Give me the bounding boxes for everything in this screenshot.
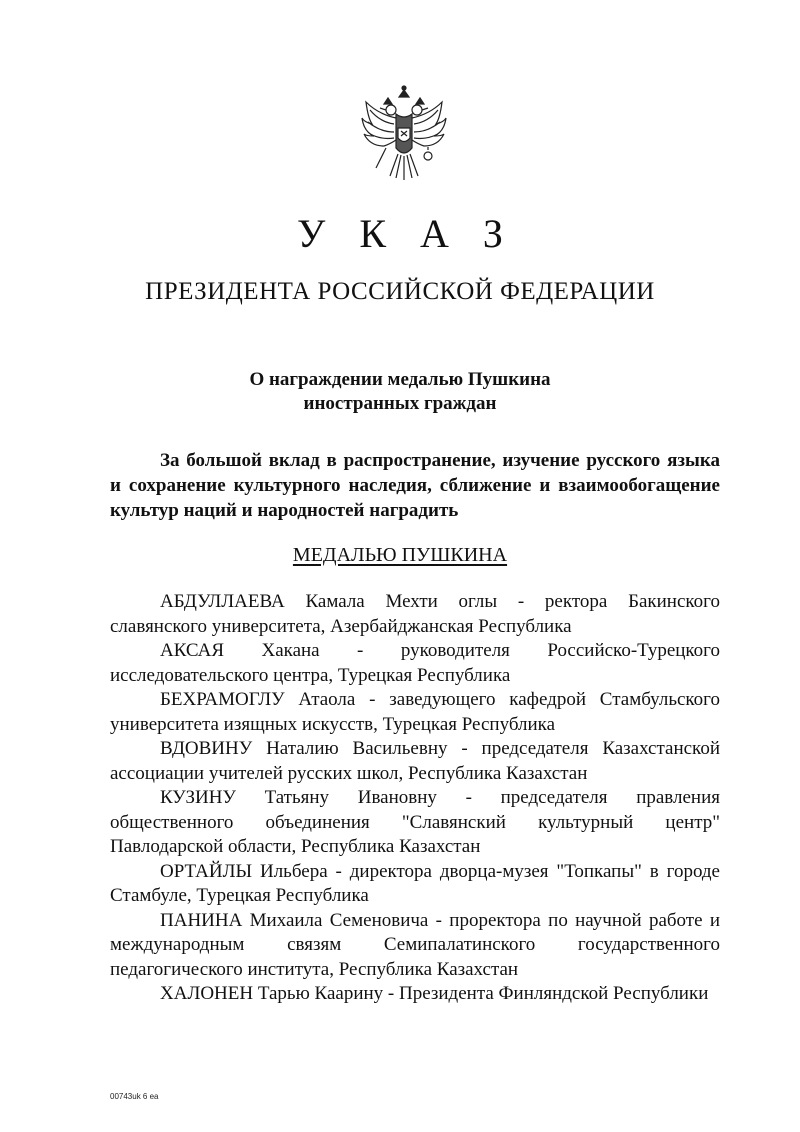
document-code: 00743uk 6 ea (110, 1092, 159, 1101)
awardee-surname: ХАЛОНЕН (160, 983, 254, 1004)
issuer-heading: ПРЕЗИДЕНТА РОССИЙСКОЙ ФЕДЕРАЦИИ (145, 278, 655, 305)
awardee-details: Хакана - руководителя Российско-Турецкого исследовательского центра, Турецкая Республика (110, 640, 720, 686)
awardee-item (110, 909, 720, 983)
document-title: У К А З (297, 211, 515, 256)
awardee-details: Ильбера - директора дворца-музея "Топкапы" в городе Стамбуле, Турецкая Республика (110, 860, 720, 906)
awardee-item (110, 737, 720, 786)
awardee-details: Михаила Семеновича - проректора по научной работе и международным связям Семипалатинского государственного педагогического института, Республика Казахстан (110, 909, 721, 980)
awardee-surname: КУЗИНУ (160, 787, 236, 808)
subject-line-2: иностранных граждан (303, 393, 497, 414)
awardee-item (110, 688, 720, 737)
awardee-surname: АБДУЛЛАЕВА (160, 591, 285, 612)
awardee-item (110, 786, 720, 860)
subject-line-1: О награждении медалью Пушкина (249, 369, 551, 390)
awardee-surname: ПАНИНА (160, 909, 243, 931)
russian-coat-of-arms-icon (358, 84, 450, 188)
award-heading (0, 542, 800, 568)
awardee-surname: БЕХРАМОГЛУ (160, 689, 285, 710)
awardee-surname: ОРТАЙЛЫ (160, 860, 253, 882)
award-heading-text: МЕДАЛЬЮ ПУШКИНА (292, 544, 508, 566)
awardee-details: Камала Мехти оглы - ректора Бакинского славянского университета, Азербайджанская Республика (110, 591, 720, 637)
awardee-list (110, 590, 720, 1007)
awardee-item (110, 590, 720, 639)
awardee-item (110, 639, 720, 688)
awardee-item (110, 860, 720, 909)
awardee-item (110, 982, 720, 1007)
awardee-details: Тарью Каарину - Президента Финляндской Республики (257, 983, 709, 1004)
decree-preamble: За большой вклад в распространение, изучение русского языка и сохранение культурного наследия, сближение и взаимообогащение культур наций и народностей наградить (110, 450, 720, 521)
awardee-details: Наталию Васильевну - председателя Казахстанской ассоциации учителей русских школ, Республика Казахстан (110, 738, 720, 784)
awardee-surname: ВДОВИНУ (160, 738, 253, 759)
decree-subject (0, 368, 800, 416)
awardee-surname: АКСАЯ (160, 640, 225, 661)
awardee-details: Атаола - заведующего кафедрой Стамбульского университета изящных искусств, Турецкая Республика (110, 689, 720, 735)
awardee-details: Татьяну Ивановну - председателя правления общественного объединения "Славянский культурный центр" Павлодарской области, Республика Казахстан (110, 787, 721, 857)
